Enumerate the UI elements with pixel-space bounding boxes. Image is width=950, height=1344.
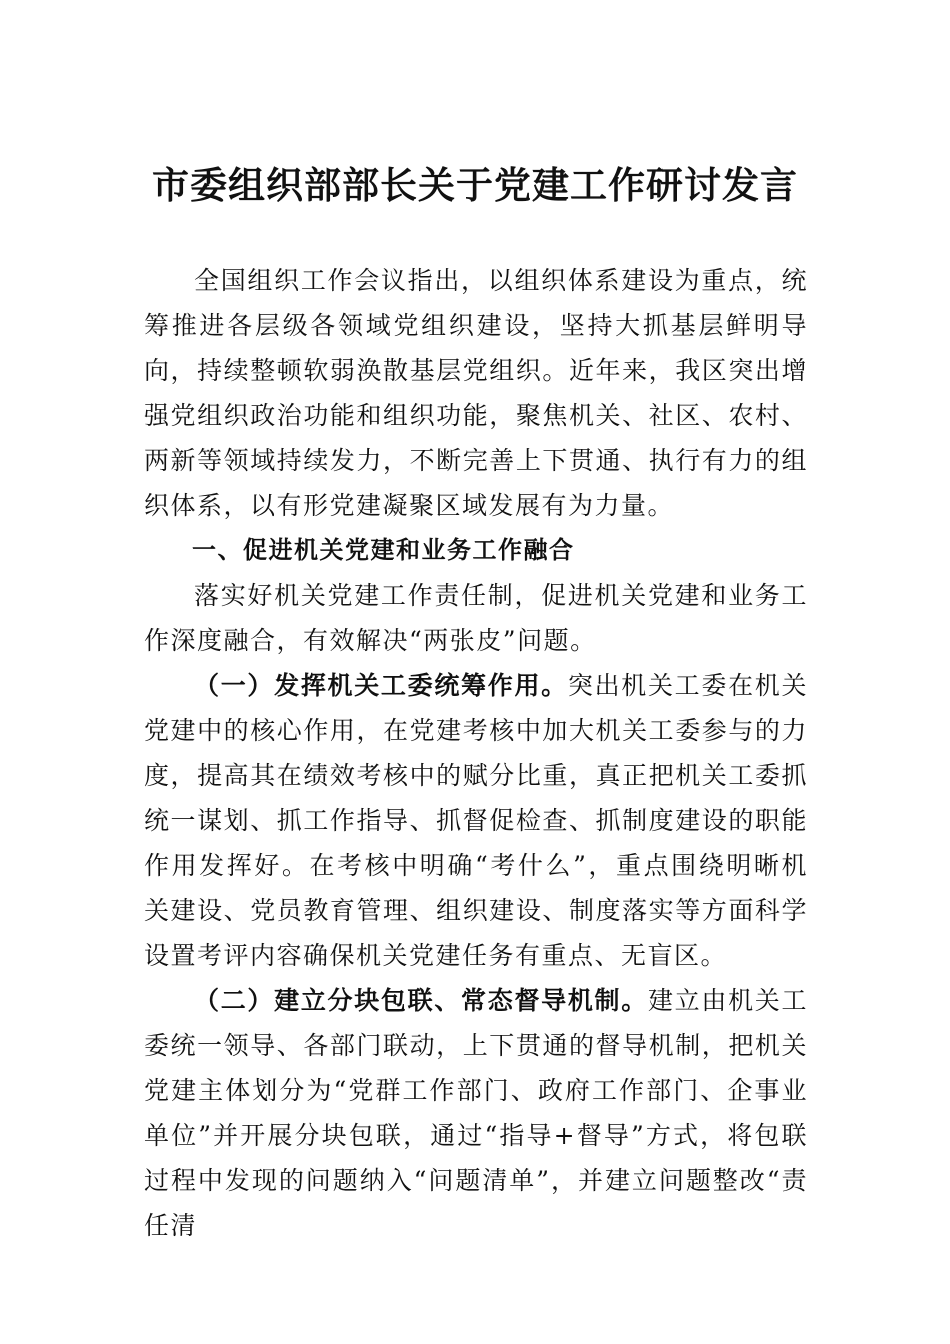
section-intro-paragraph: [144, 573, 808, 663]
paragraph-text: 落实好机关党建工作责任制，促进机关党建和业务工作深度融合，有效解决“两张皮”问题。: [144, 581, 808, 655]
section-heading: [144, 528, 808, 573]
subsection-paragraph: [144, 663, 808, 978]
subsection-lead: （二）建立分块包联、常态督导机制。: [194, 986, 648, 1015]
intro-paragraph: [144, 258, 808, 528]
paragraph-text: 建立由机关工委统一领导、各部门联动，上下贯通的督导机制，把机关党建主体划分为“党群工作部门、政府工作部门、企事业单位”并开展分块包联，通过“指导+督导”方式，将包联过程中发现的问题纳入“问题清单”，并建立问题整改“责任清: [144, 986, 808, 1240]
document-title: 市委组织部部长关于党建工作研讨发言: [152, 163, 798, 207]
subsection-paragraph: [144, 978, 808, 1248]
paragraph-text: 突出机关工委在机关党建中的核心作用，在党建考核中加大机关工委参与的力度，提高其在绩效考核中的赋分比重，真正把机关工委抓统一谋划、抓工作指导、抓督促检查、抓制度建设的职能作用发挥好。在考核中明确“考什么”，重点围绕明晰机关建设、党员教育管理、组织建设、制度落实等方面科学设置考评内容确保机关党建任务有重点、无盲区。: [144, 671, 808, 970]
document-body: [144, 258, 808, 1248]
subsection-lead: （一）发挥机关工委统筹作用。: [194, 671, 568, 700]
paragraph-text: 全国组织工作会议指出，以组织体系建设为重点，统筹推进各层级各领域党组织建设，坚持大抓基层鲜明导向，持续整顿软弱涣散基层党组织。近年来，我区突出增强党组织政治功能和组织功能，聚焦机关、社区、农村、两新等领域持续发力，不断完善上下贯通、执行有力的组织体系，以有形党建凝聚区域发展有为力量。: [144, 266, 808, 520]
section-heading-text: 一、促进机关党建和业务工作融合: [192, 536, 575, 564]
